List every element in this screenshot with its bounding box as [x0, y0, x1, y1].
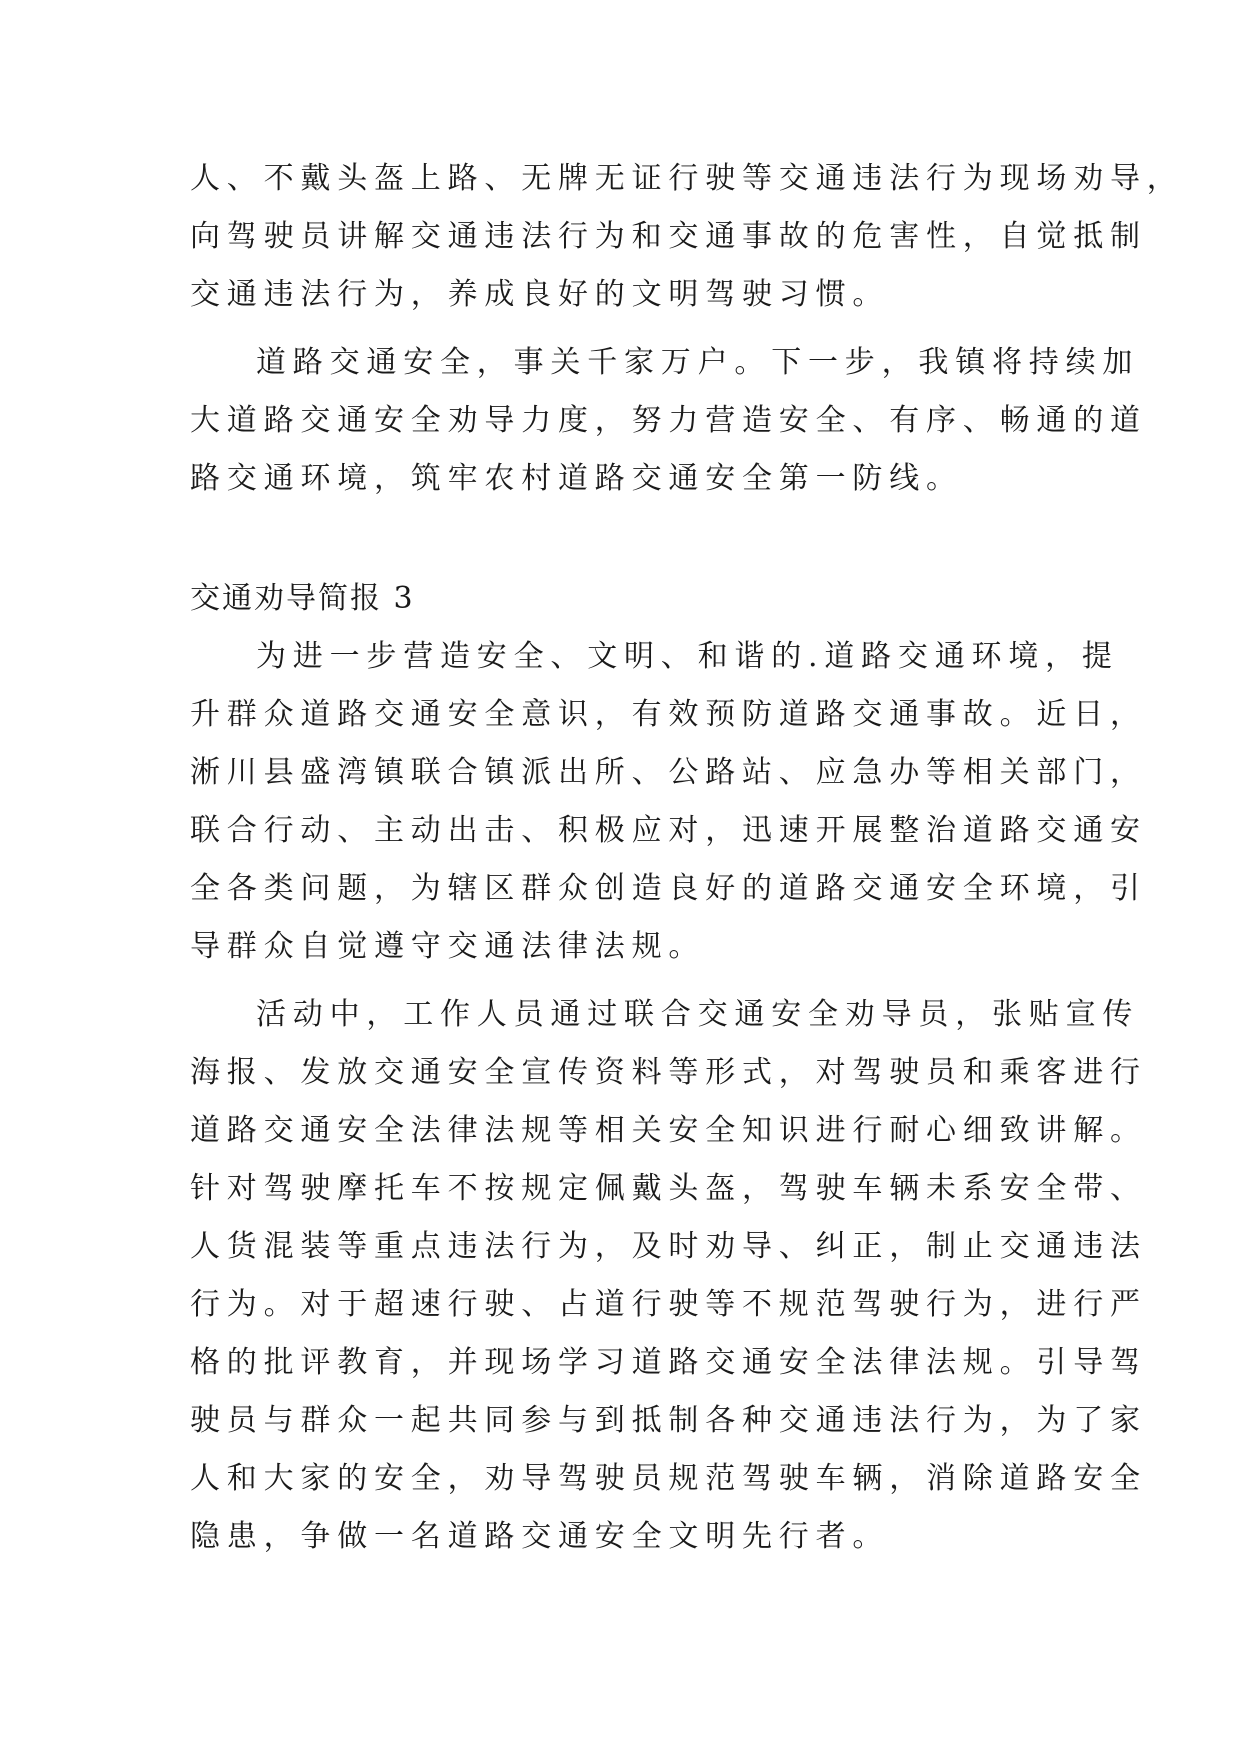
text-line: 淅川县盛湾镇联合镇派出所、公路站、应急办等相关部门，	[190, 755, 1147, 790]
paragraph-conclusion	[190, 334, 1147, 508]
text-line: 人货混装等重点违法行为，及时劝导、纠正，制止交通违法	[190, 1229, 1147, 1264]
text-line: 路交通环境，筑牢农村道路交通安全第一防线。	[190, 461, 963, 496]
text-line: 针对驾驶摩托车不按规定佩戴头盔，驾驶车辆未系安全带、	[190, 1171, 1147, 1206]
paragraph-continuation	[190, 150, 1184, 324]
text-line: 格的批评教育，并现场学习道路交通安全法律法规。引导驾	[190, 1345, 1147, 1380]
text-line: 全各类问题，为辖区群众创造良好的道路交通安全环境，引	[190, 871, 1147, 906]
paragraph-spacer	[190, 976, 1070, 986]
text-line: 活动中，工作人员通过联合交通安全劝导员，张贴宣传	[256, 997, 1140, 1032]
text-line: 大道路交通安全劝导力度，努力营造安全、有序、畅通的道	[190, 403, 1147, 438]
text-line: 隐患，争做一名道路交通安全文明先行者。	[190, 1519, 890, 1554]
text-line: 行为。对于超速行驶、占道行驶等不规范驾驶行为，进行严	[190, 1287, 1147, 1322]
text-line: 人、不戴头盔上路、无牌无证行驶等交通违法行为现场劝导，	[190, 161, 1184, 196]
text-line: 为进一步营造安全、文明、和谐的.道路交通环境，提	[256, 639, 1119, 674]
paragraph-activity	[190, 986, 1147, 1566]
text-line: 人和大家的安全，劝导驾驶员规范驾驶车辆，消除道路安全	[190, 1461, 1147, 1496]
text-line: 道路交通安全，事关千家万户。下一步，我镇将持续加	[256, 345, 1140, 380]
document-page	[190, 150, 1184, 1566]
paragraph-spacer	[190, 324, 1070, 334]
section-heading: 交通劝导简报 3	[190, 581, 415, 616]
text-line: 升群众道路交通安全意识，有效预防道路交通事故。近日，	[190, 697, 1147, 732]
text-line: 交通违法行为，养成良好的文明驾驶习惯。	[190, 277, 890, 312]
section-spacer	[190, 508, 1070, 570]
text-line: 海报、发放交通安全宣传资料等形式，对驾驶员和乘客进行	[190, 1055, 1147, 1090]
paragraph-intro	[190, 628, 1147, 976]
text-line: 向驾驶员讲解交通违法行为和交通事故的危害性，自觉抵制	[190, 219, 1147, 254]
text-line: 联合行动、主动出击、积极应对，迅速开展整治道路交通安	[190, 813, 1147, 848]
text-line: 道路交通安全法律法规等相关安全知识进行耐心细致讲解。	[190, 1113, 1147, 1148]
text-line: 导群众自觉遵守交通法律法规。	[190, 929, 706, 964]
text-line: 驶员与群众一起共同参与到抵制各种交通违法行为，为了家	[190, 1403, 1147, 1438]
